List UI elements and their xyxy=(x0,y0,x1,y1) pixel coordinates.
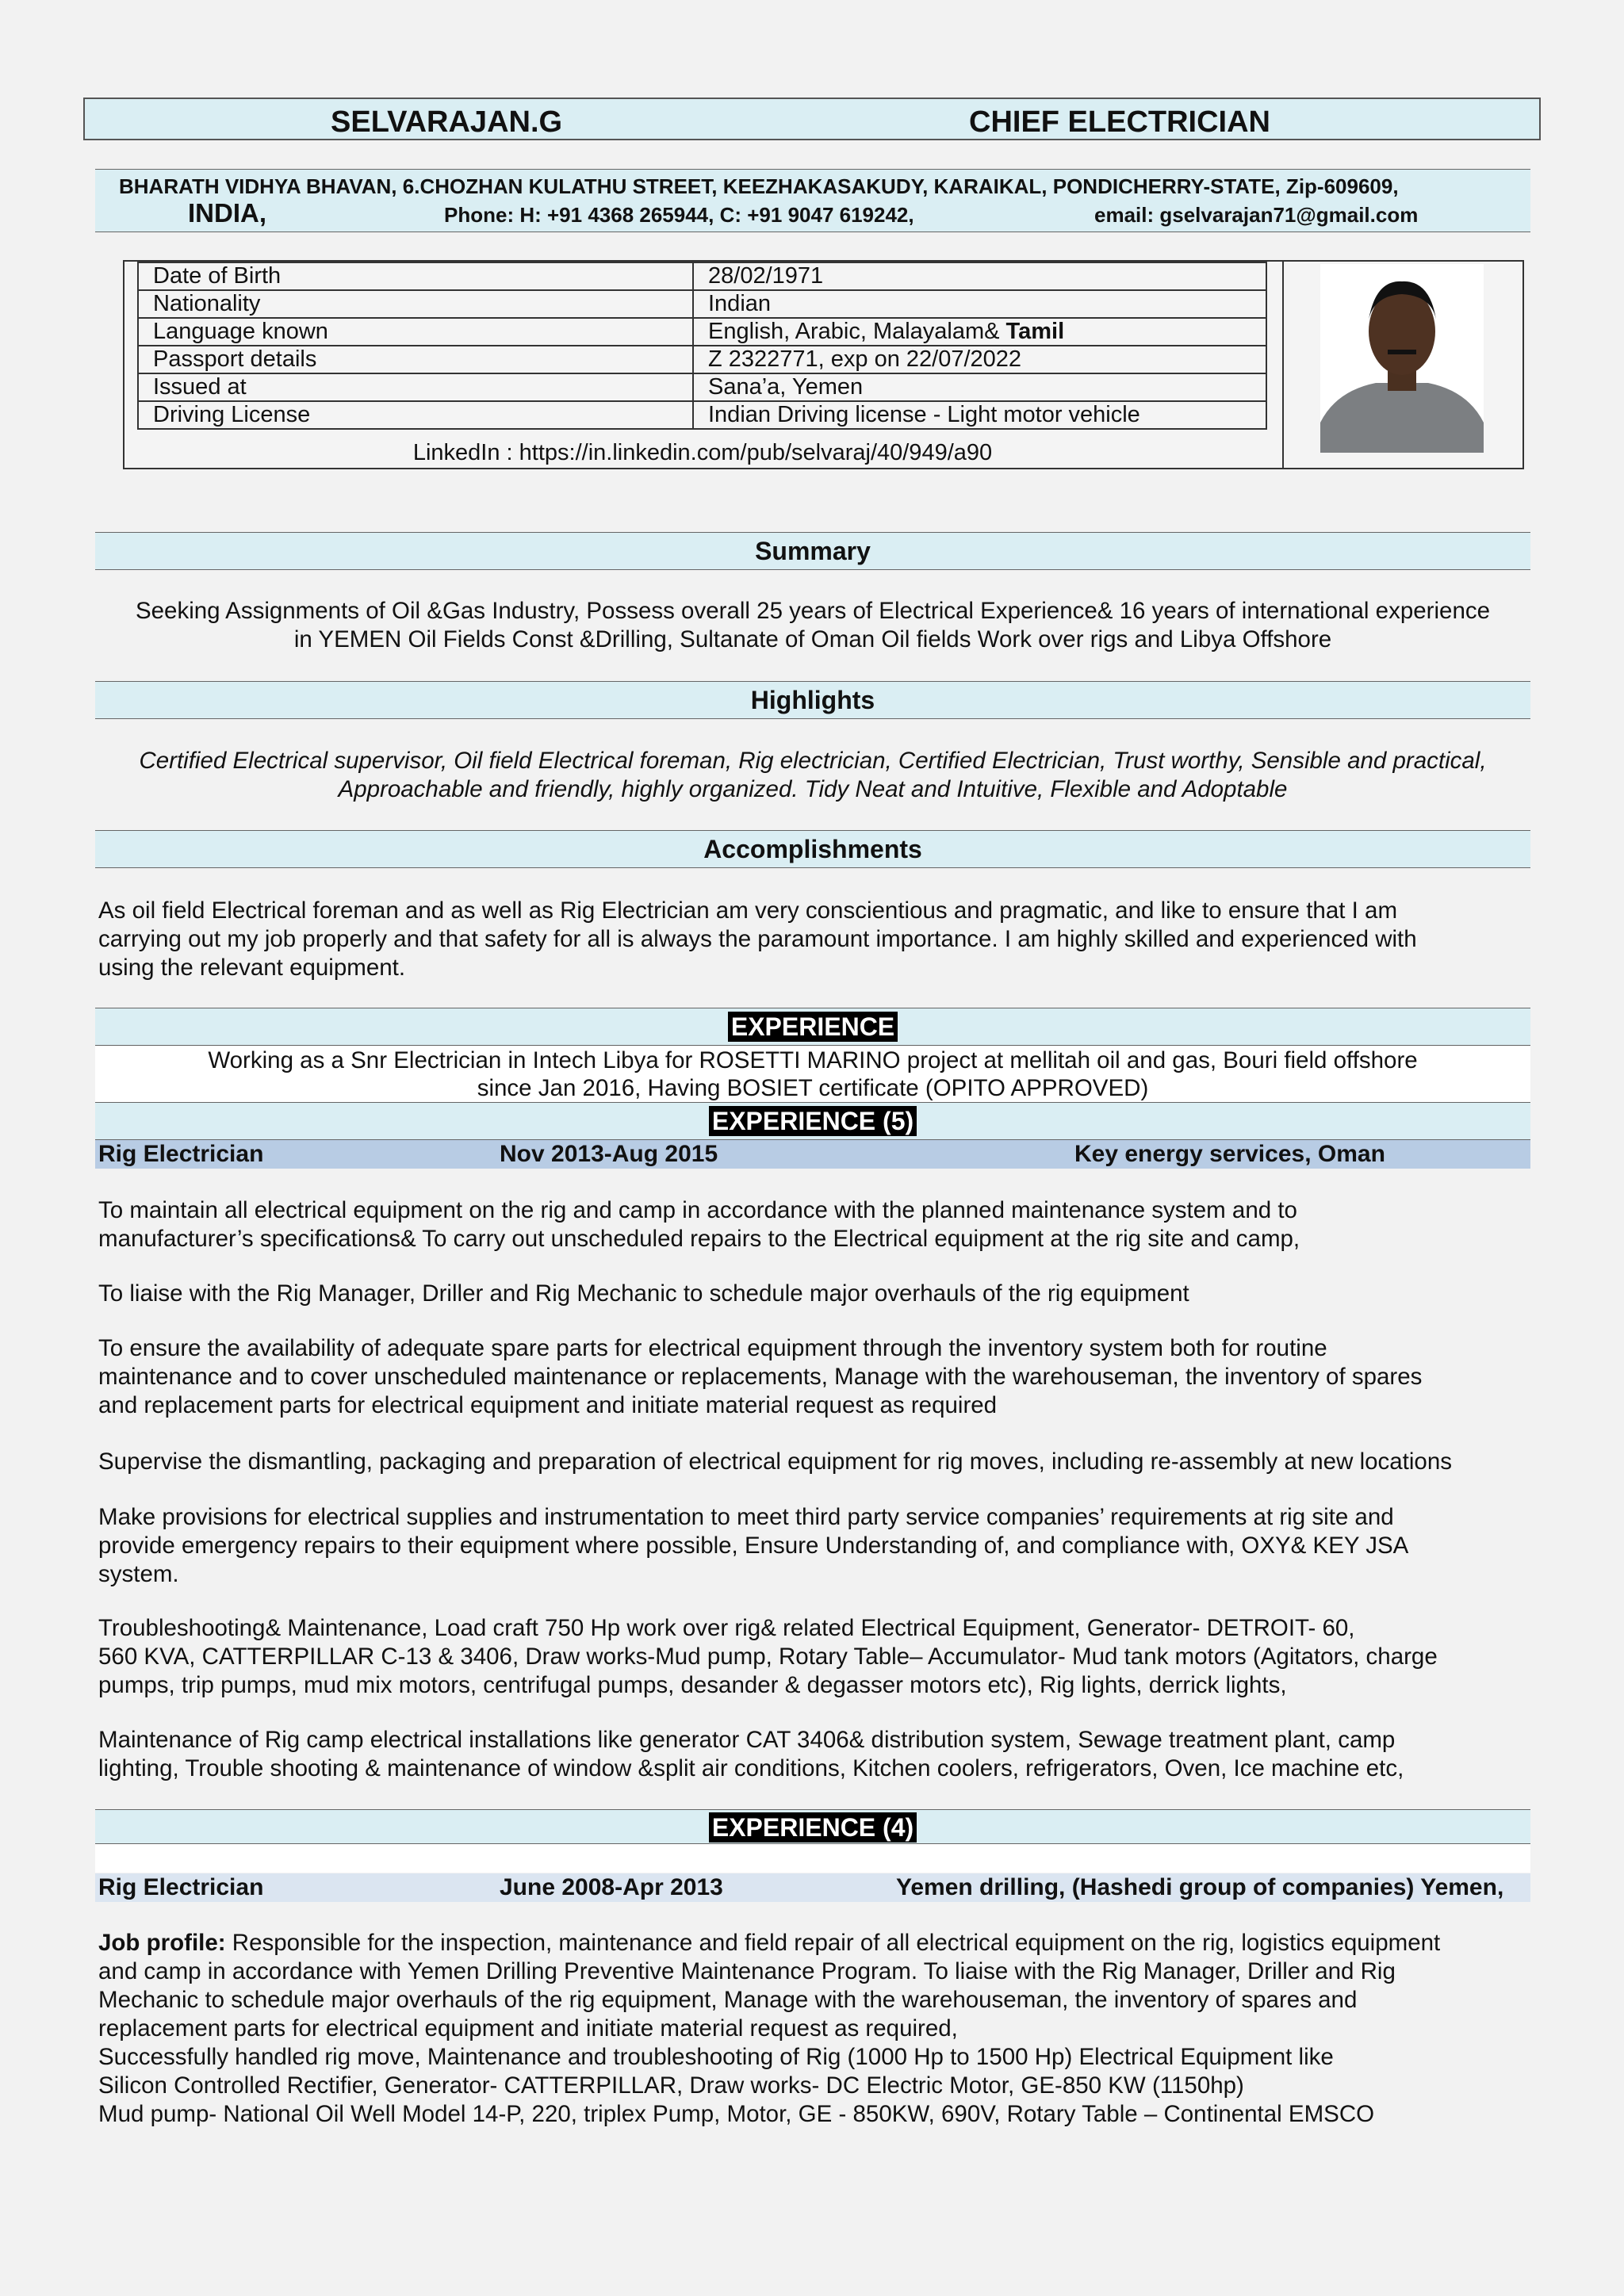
text-span: Responsible for the inspection, maintenance and field repair of all electrical equipment on the rig, logistics equipment xyxy=(225,1930,1441,1956)
row-value: Z 2322771, exp on 22/07/2022 xyxy=(693,346,1266,373)
text-line: Mud pump- National Oil Well Model 14-P, 220, triplex Pump, Motor, GE - 850KW, 690V, Rotary Table – Continental EMSCO xyxy=(98,2101,1375,2127)
experience-tag: EXPERIENCE (4) xyxy=(709,1812,917,1843)
highlights-line: Certified Electrical supervisor, Oil field Electrical foreman, Rig electrician, Certified Electrician, Trust worthy, Sensible and practical, xyxy=(139,748,1487,774)
row-value xyxy=(693,318,1266,346)
spacer-row xyxy=(95,1844,1530,1873)
email: email: gselvarajan71@gmail.com xyxy=(1094,203,1419,227)
languages-bold: Tamil xyxy=(999,319,1065,344)
experience4-job-row xyxy=(95,1873,1530,1902)
profile-photo xyxy=(1320,264,1484,453)
table-row xyxy=(138,401,1266,429)
experience5-header xyxy=(95,1102,1530,1140)
exp5-para-7 xyxy=(98,1726,1534,1783)
summary-text xyxy=(95,597,1530,654)
text-line: Mechanic to schedule major overhauls of the rig equipment, Manage with the warehouseman, the inventory of spares and xyxy=(98,1987,1358,2013)
row-value: Indian xyxy=(693,290,1266,318)
text-line: Make provisions for electrical supplies and instrumentation to meet third party service companies’ requirements at rig site and xyxy=(98,1504,1394,1530)
text-line: and replacement parts for electrical equipment and initiate material request as required xyxy=(98,1392,998,1418)
text-line: provide emergency repairs to their equipment where possible, Ensure Understanding of, and compliance with, OXY& KEY JSA xyxy=(98,1533,1409,1559)
job-role: Rig Electrician xyxy=(98,1874,264,1900)
text-line: Silicon Controlled Rectifier, Generator- CATTERPILLAR, Draw works- DC Electric Motor, GE-850 KW (1150hp) xyxy=(98,2072,1244,2099)
exp5-para-6 xyxy=(98,1614,1534,1700)
text-line: Troubleshooting& Maintenance, Load craft 750 Hp work over rig& related Electrical Equipment, Generator- DETROIT- 60, xyxy=(98,1615,1355,1641)
text-line: and camp in accordance with Yemen Drilling Preventive Maintenance Program. To liaise with the Rig Manager, Driller and Rig xyxy=(98,1958,1396,1984)
job-role: Rig Electrician xyxy=(98,1141,264,1167)
address-line: BHARATH VIDHYA BHAVAN, 6.CHOZHAN KULATHU STREET, KEEZHAKASAKUDY, KARAIKAL, PONDICHERRY-STATE, Zip-609609, xyxy=(119,174,1399,198)
table-row xyxy=(138,262,1266,290)
exp5-para-2: To liaise with the Rig Manager, Driller and Rig Mechanic to schedule major overhauls of the rig equipment xyxy=(98,1280,1189,1307)
job-profile-label: Job profile: xyxy=(98,1930,226,1956)
personal-info-table xyxy=(137,262,1267,430)
accomplishments-line: carrying out my job properly and that safety for all is always the paramount importance. I am highly skilled and experienced with xyxy=(98,926,1417,952)
accomplishments-line: As oil field Electrical foreman and as well as Rig Electrician am very conscientious and pragmatic, and like to ensure that I am xyxy=(98,897,1398,924)
text-line xyxy=(98,1929,1534,1957)
row-value: Sana’a, Yemen xyxy=(693,373,1266,401)
row-label: Driving License xyxy=(138,401,693,429)
text-line: Successfully handled rig move, Maintenance and troubleshooting of Rig (1000 Hp to 1500 Hp) Electrical Equipment like xyxy=(98,2044,1334,2070)
exp5-para-3 xyxy=(98,1334,1534,1420)
summary-line: in YEMEN Oil Fields Const &Drilling, Sultanate of Oman Oil fields Work over rigs and Libya Offshore xyxy=(293,626,1332,652)
current-job-line: Working as a Snr Electrician in Intech Libya for ROSETTI MARINO project at mellitah oil and gas, Bouri field offshore xyxy=(208,1047,1418,1073)
row-value: 28/02/1971 xyxy=(693,262,1266,290)
exp5-para-4: Supervise the dismantling, packaging and preparation of electrical equipment for rig moves, including re-assembly at new locations xyxy=(98,1448,1452,1475)
country: INDIA, xyxy=(188,198,266,228)
text-line: lighting, Trouble shooting & maintenance of window &split air conditions, Kitchen coolers, refrigerators, Oven, Ice machine etc, xyxy=(98,1755,1404,1781)
current-job-text xyxy=(95,1047,1530,1102)
text-line: manufacturer’s specifications& To carry out unscheduled repairs to the Electrical equipment at the rig site and camp, xyxy=(98,1226,1300,1252)
text-line: To ensure the availability of adequate spare parts for electrical equipment through the inventory system both for routine xyxy=(98,1335,1327,1361)
job-dates: Nov 2013-Aug 2015 xyxy=(500,1141,718,1167)
text-line: 560 KVA, CATTERPILLAR C-13 & 3406, Draw works-Mud pump, Rotary Table– Accumulator- Mud tank motors (Agitators, charge xyxy=(98,1644,1438,1670)
table-row xyxy=(138,373,1266,401)
languages: English, Arabic, Malayalam& xyxy=(708,319,1000,344)
experience-tag: EXPERIENCE xyxy=(728,1012,898,1042)
row-label: Issued at xyxy=(138,373,693,401)
phone: Phone: H: +91 4368 265944, C: +91 9047 619242, xyxy=(444,203,914,227)
text-line: replacement parts for electrical equipment and initiate material request as required, xyxy=(98,2015,958,2042)
linkedin-link[interactable]: LinkedIn : https://in.linkedin.com/pub/selvaraj/40/949/a90 xyxy=(412,440,993,465)
experience-tag: EXPERIENCE (5) xyxy=(709,1106,917,1136)
accomplishments-text xyxy=(98,897,1534,982)
contact-block xyxy=(95,169,1530,232)
job-title: CHIEF ELECTRICIAN xyxy=(969,105,1270,139)
job-company: Yemen drilling, (Hashedi group of companies) Yemen, xyxy=(896,1874,1504,1900)
table-row xyxy=(138,290,1266,318)
candidate-name: SELVARAJAN.G xyxy=(331,105,563,139)
exp5-para-5 xyxy=(98,1503,1534,1589)
summary-line: Seeking Assignments of Oil &Gas Industry, Possess overall 25 years of Electrical Experience& 16 years of international experience xyxy=(135,598,1491,624)
highlights-text xyxy=(95,747,1530,804)
name-title-bar xyxy=(83,98,1541,140)
row-label: Nationality xyxy=(138,290,693,318)
row-label: Passport details xyxy=(138,346,693,373)
accomplishments-heading: Accomplishments xyxy=(95,830,1530,868)
highlights-line: Approachable and friendly, highly organized. Tidy Neat and Intuitive, Flexible and Adoptable xyxy=(338,776,1288,802)
table-row xyxy=(138,346,1266,373)
text-line: maintenance and to cover unscheduled maintenance or replacements, Manage with the warehouseman, the inventory of spares xyxy=(98,1364,1423,1390)
highlights-heading: Highlights xyxy=(95,681,1530,719)
row-label: Date of Birth xyxy=(138,262,693,290)
experience-current-header xyxy=(95,1008,1530,1046)
text-line: pumps, trip pumps, mud mix motors, centrifugal pumps, desander & degasser motors etc), Rig lights, derrick lights, xyxy=(98,1672,1287,1698)
text-line: To maintain all electrical equipment on the rig and camp in accordance with the planned maintenance system and to xyxy=(98,1197,1297,1223)
row-value: Indian Driving license - Light motor vehicle xyxy=(693,401,1266,429)
text-line: system. xyxy=(98,1561,179,1587)
experience4-header xyxy=(95,1809,1530,1844)
accomplishments-line: using the relevant equipment. xyxy=(98,955,406,981)
text-line: Maintenance of Rig camp electrical installations like generator CAT 3406& distribution system, Sewage treatment plant, camp xyxy=(98,1727,1396,1753)
exp4-job-profile xyxy=(98,1929,1534,2129)
summary-heading: Summary xyxy=(95,532,1530,570)
exp5-para-1 xyxy=(98,1196,1534,1253)
current-job-line: since Jan 2016, Having BOSIET certificate (OPITO APPROVED) xyxy=(477,1075,1149,1101)
experience5-job-row xyxy=(95,1140,1530,1169)
row-label: Language known xyxy=(138,318,693,346)
job-dates: June 2008-Apr 2013 xyxy=(500,1874,723,1900)
table-row xyxy=(138,318,1266,346)
job-company: Key energy services, Oman xyxy=(1074,1141,1385,1167)
